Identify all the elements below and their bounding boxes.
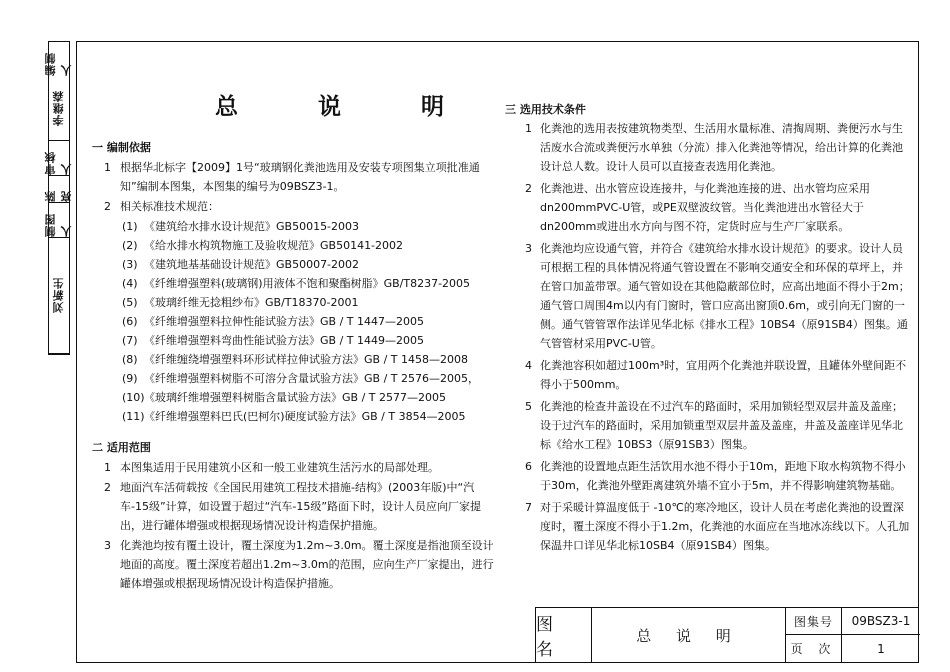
section-title-basis: 一 编制依据 — [92, 141, 151, 154]
page-number: 1 — [877, 641, 885, 656]
standard-item: (8) 《纤维缠绕增强塑料环形试样拉伸试验方法》GB / T 1458—2008 — [122, 353, 468, 366]
signature-sidebar — [44, 41, 73, 355]
list-item: 6 化粪池的设置地点距生活饮用水池不得小于10m，距地下取水构筑物不得小于30m，化粪池外壁距离建筑外墙不宜小于5m，并不得影响建筑物基础。 — [525, 460, 906, 492]
sidebar-cell-drafter-label: 制图人 — [49, 203, 69, 238]
standard-item: (2) 《给水排水构筑物施工及验收规范》GB50141-2002 — [122, 239, 404, 252]
list-item: 1 化粪池的选用表按建筑物类型、生活用水量标准、清掏周期、粪便污水与生活废水合流或粪便污水单独（分流）排入化粪池等情况，给出计算的化粪池设计总人数。设计人员可以直接查表选用化粪池。 — [525, 122, 903, 173]
right-column — [505, 96, 910, 558]
standard-item: (5) 《玻璃纤维无捻粗纱布》GB/T18370-2001 — [122, 296, 359, 309]
sidebar-cell-reviewer-name: 陈 亮 — [49, 176, 69, 203]
atlas-no-label: 图集号 — [786, 608, 842, 635]
standard-item: (7) 《纤维增强塑料弯曲性能试验方法》GB / T 1449—2005 — [122, 334, 424, 347]
list-item: 7 对于采暖计算温度低于 -10℃的寒冷地区，设计人员在考虑化粪池的设置深度时，覆土深度不得小于1.2m，化粪池的水面应在当地冰冻线以下。人孔加保温井口详见华北标10SB4（原91SB4）图集。 — [525, 501, 910, 552]
list-item: 1 根据华北标字【2009】1号“玻璃钢化粪池选用及安装专项图集立项批准通知”编制本图集，本图集的编号为09BSZ3-1。 — [104, 161, 480, 193]
sidebar-cell-editor-label: 编制人 — [44, 52, 73, 76]
standard-item: (3) 《建筑地基基础设计规范》GB50007-2002 — [122, 258, 360, 271]
sidebar-cell-drafter-name: 刘新生 — [49, 238, 69, 354]
page-title: 总 说 明 — [215, 94, 481, 120]
list-item: 4 化粪池容积如超过100m³时，宜用两个化粪池并联设置，且罐体外壁间距不得小于500mm。 — [525, 359, 907, 391]
list-item: 3 化粪池均按有覆土设计，覆土深度为1.2m~3.0m。覆土深度是指池顶至设计地面的高度。覆土深度若超出1.2m~3.0m的范围，应向生产厂家提出，进行罐体增强或根据现场情况设计构造保护措施。 — [104, 539, 494, 590]
list-item: 3 化粪池均应设通气管，并符合《建筑给水排水设计规范》的要求。设计人员可根据工程的具体情况将通气管设置在不影响交通安全和环保的草坪上，并在管口加盖带罩。通气管如设在其他隐蔽部位时，应高出地面不得小于2m；通气管口周围4m以内有门窗时，管口应高出窗顶0.6m，或引向无门窗的一侧。通气管管罩作法详见华北标《排水工程》10BS4（原91SB4）图集。通气管管材采用PVC-U管。 — [525, 242, 910, 350]
sidebar-cell-reviewer-label: 审核人 — [49, 141, 69, 176]
list-item: 1 本图集适用于民用建筑小区和一般工业建筑生活污水的局部处理。 — [104, 461, 439, 474]
drawing-name-label: 图 名 — [536, 608, 592, 662]
standard-item: (11) 《纤维增强塑料巴氏(巴柯尔)硬度试验方法》GB / T 3854—2005 — [122, 410, 466, 423]
sidebar-cell-editor-name: 李继森 — [49, 76, 69, 141]
standard-item: (1) 《建筑给水排水设计规范》GB50015-2003 — [122, 220, 360, 233]
left-column — [92, 134, 497, 594]
drawing-name: 总 说 明 — [592, 608, 786, 662]
page-label: 页 次 — [786, 635, 842, 662]
list-item: 2 地面汽车活荷载按《全国民用建筑工程技术措施-结构》(2003年版)中“汽车-15级”计算，如设置于超过“汽车-15级”路面下时，设计人员应向厂家提出，进行罐体增强或根据现场情况设计构造保护措施。 — [104, 481, 482, 532]
standard-item: (10) 《玻璃纤维增强塑料树脂含量试验方法》GB / T 2577—2005 — [122, 391, 446, 404]
title-block — [535, 607, 919, 663]
section-title-technical-conditions: 三 选用技术条件 — [505, 103, 586, 116]
section-title-scope: 二 适用范围 — [92, 441, 151, 454]
standard-item: (6) 《纤维增强塑料拉伸性能试验方法》GB / T 1447—2005 — [122, 315, 424, 328]
list-item: 5 化粪池的检查井盖设在不过汽车的路面时，采用加锁轻型双层井盖及盖座；设于过汽车的路面时，采用加锁重型双层井盖及盖座，井盖及盖座详见华北标《给水工程》10BS3（原91SB3）图集。 — [525, 400, 903, 451]
standard-item: (9) 《纤维增强塑料树脂不可溶分含量试验方法》GB / T 2576—2005， — [122, 372, 479, 385]
standard-item: (4) 《纤维增强塑料(玻璃钢)用液体不饱和聚酯树脂》GB/T8237-2005 — [122, 277, 471, 290]
list-item: 2 化粪池进、出水管应设连接井，与化粪池连接的进、出水管均应采用dn200mmPVC-U管，或PE双壁波纹管。当化粪池进出水管径大于dn200mm或进出水方向与图不符，定货时应与生产厂家联系。 — [525, 182, 870, 233]
list-item: 2 相关标准技术规范： — [104, 200, 219, 213]
atlas-no: 09BSZ3-1 — [842, 608, 920, 635]
